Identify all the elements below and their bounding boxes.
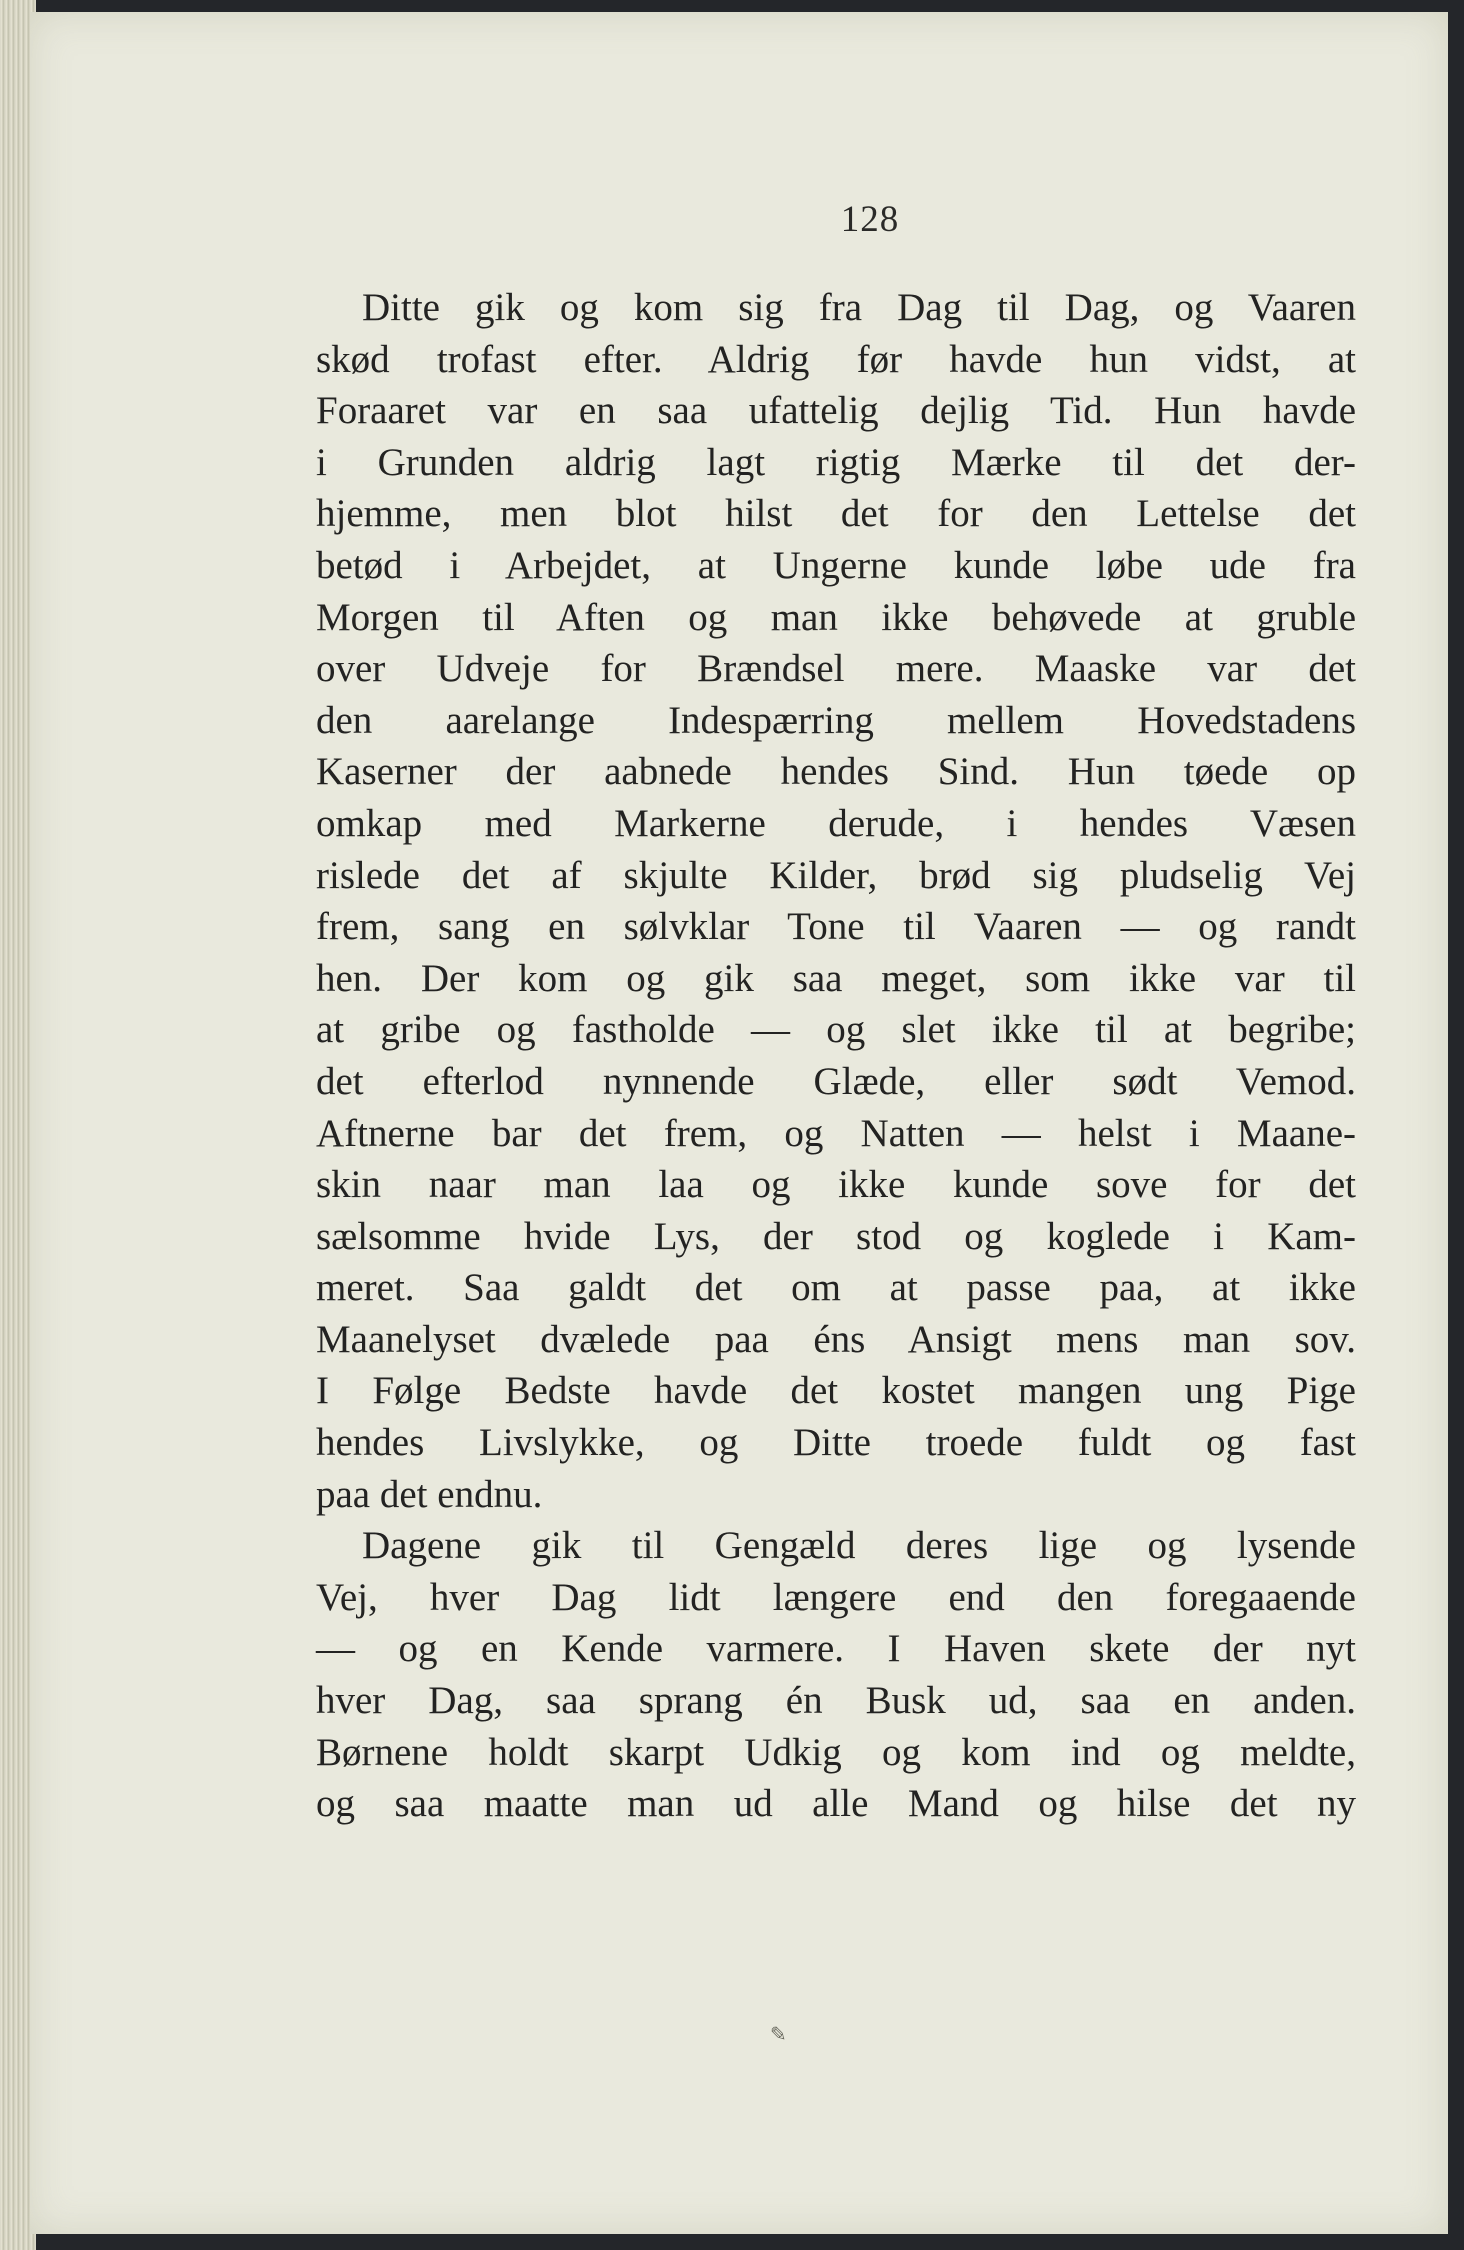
text-line: Aftnerne bar det frem, og Natten — helst i Maane- (316, 1111, 1356, 1155)
text-line: hver Dag, saa sprang én Busk ud, saa en anden. (316, 1679, 1356, 1723)
text-line: I Følge Bedste havde det kostet mangen ung Pige (316, 1369, 1356, 1413)
text-line: hen. Der kom og gik saa meget, som ikke var til (316, 956, 1356, 1000)
text-line: Morgen til Aften og man ikke behøvede at gruble (316, 595, 1356, 639)
text-line: betød i Arbejdet, at Ungerne kunde løbe ude fra (316, 543, 1356, 587)
text-line: Maanelyset dvælede paa éns Ansigt mens man sov. (316, 1317, 1356, 1361)
text-line: — og en Kende varmere. I Haven skete der nyt (316, 1627, 1356, 1671)
text-line: Dagene gik til Gengæld deres lige og lysende (362, 1524, 1356, 1568)
text-line: Børnene holdt skarpt Udkig og kom ind og meldte, (316, 1730, 1356, 1774)
text-line: i Grunden aldrig lagt rigtig Mærke til det der- (316, 440, 1356, 484)
text-line: Vej, hver Dag lidt længere end den foregaaende (316, 1575, 1356, 1619)
ink-speck: ✎ (770, 2022, 787, 2046)
text-line: over Udveje for Brændsel mere. Maaske var det (316, 647, 1356, 691)
text-line: Foraaret var en saa ufattelig dejlig Tid. Hun havde (316, 389, 1356, 433)
text-line: hjemme, men blot hilst det for den Lettelse det (316, 492, 1356, 536)
text-line: skin naar man laa og ikke kunde sove for det (316, 1163, 1356, 1207)
text-line: Ditte gik og kom sig fra Dag til Dag, og Vaaren (362, 286, 1356, 329)
text-line: skød trofast efter. Aldrig før havde hun vidst, at (316, 337, 1356, 381)
text-line: frem, sang en sølvklar Tone til Vaaren — og randt (316, 905, 1356, 949)
text-line: omkap med Markerne derude, i hendes Væsen (316, 801, 1356, 845)
text-line: det efterlod nynnende Glæde, eller sødt Vemod. (316, 1059, 1356, 1103)
text-line: paa det endnu. (316, 1472, 543, 1516)
book-page (30, 12, 1448, 2234)
text-line: Kaserner der aabnede hendes Sind. Hun tøede op (316, 750, 1356, 794)
text-line: sælsomme hvide Lys, der stod og koglede i Kam- (316, 1214, 1356, 1258)
body-text (316, 282, 1356, 1830)
text-line: rislede det af skjulte Kilder, brød sig pludselig Vej (316, 853, 1356, 897)
text-line: og saa maatte man ud alle Mand og hilse det ny (316, 1782, 1356, 1826)
text-line: hendes Livslykke, og Ditte troede fuldt og fast (316, 1421, 1356, 1465)
text-line: meret. Saa galdt det om at passe paa, at ikke (316, 1266, 1356, 1310)
page-number: 128 (840, 199, 900, 240)
text-line: den aarelange Indespærring mellem Hovedstadens (316, 698, 1356, 742)
text-line: at gribe og fastholde — og slet ikke til at begribe; (316, 1008, 1356, 1052)
